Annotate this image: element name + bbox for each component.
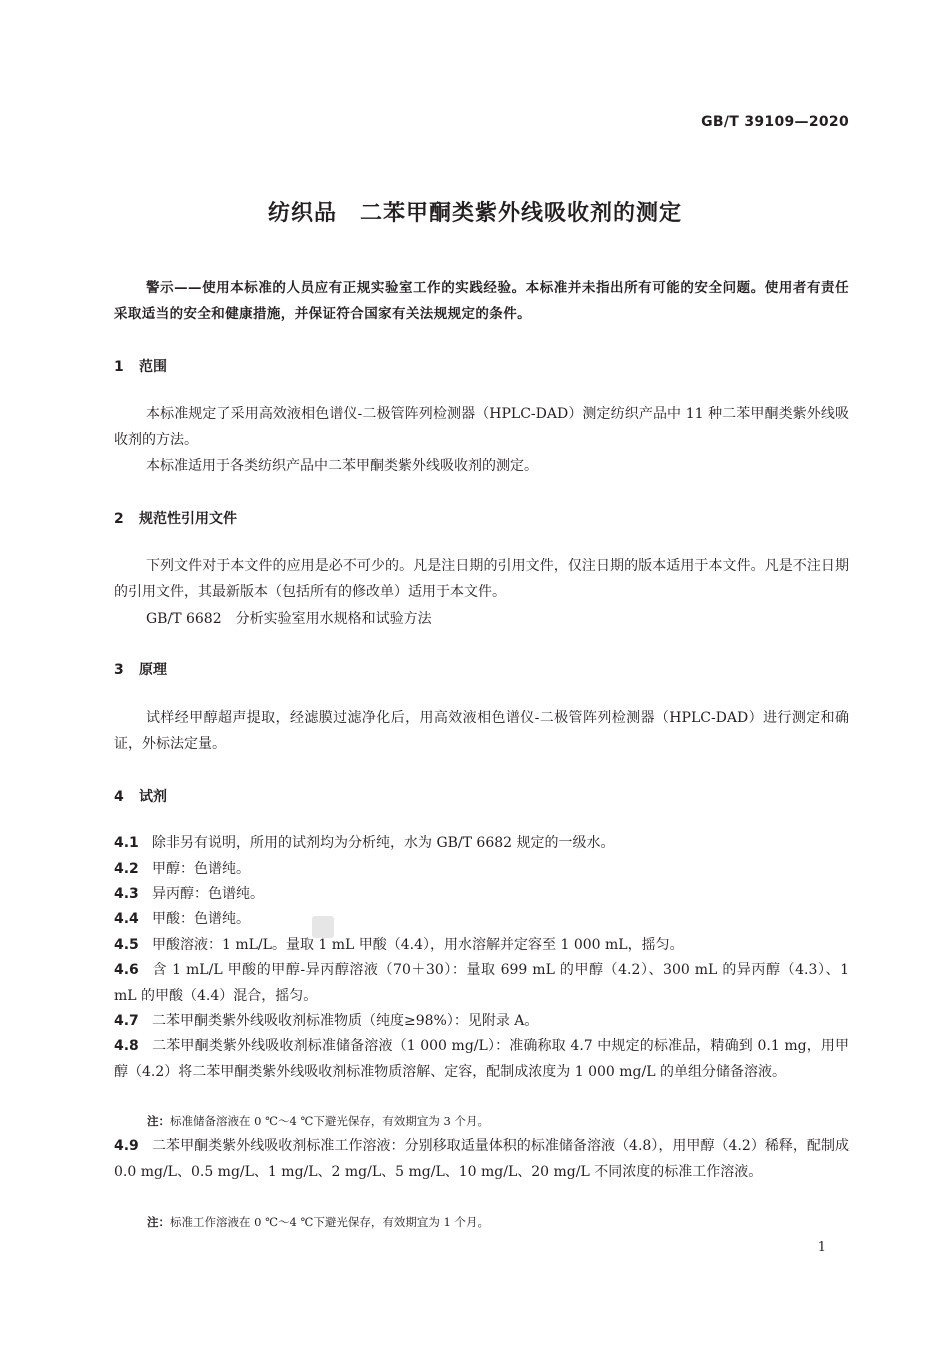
- note-label: 注：: [147, 1215, 170, 1229]
- item-text: 含 1 mL/L 甲酸的甲醇-异丙醇溶液（70＋30）：量取 699 mL 的甲醇（4.2）、300 mL 的异丙醇（4.3）、1 mL 的甲酸（4.4）混合，摇匀。: [114, 962, 849, 1004]
- standard-code: GB/T 39109—2020: [701, 114, 849, 130]
- document-title: 纺织品 二苯甲酮类紫外线吸收剂的测定: [267, 201, 682, 226]
- reagent-item: [114, 1008, 849, 1034]
- section-number: 1: [114, 359, 124, 375]
- item-text: 异丙醇：色谱纯。: [152, 886, 264, 902]
- item-number: 4.9: [114, 1138, 139, 1154]
- item-text: 二苯甲酮类紫外线吸收剂标准工作溶液：分别移取适量体积的标准储备溶液（4.8），用甲醇（4.2）稀释，配制成 0.0 mg/L、0.5 mg/L、1 mg/L、2 mg/L、5 mg/L、10 mg/L、20 mg/L 不同浓度的标准工作溶液。: [114, 1138, 849, 1180]
- reagent-item: [114, 932, 849, 958]
- section-title: 试剂: [139, 789, 167, 805]
- reagent-item: [114, 830, 849, 856]
- item-text: 甲酸溶液：1 mL/L。量取 1 mL 甲酸（4.4），用水溶解并定容至 1 000 mL，摇匀。: [152, 937, 684, 953]
- warning-paragraph: 警示——使用本标准的人员应有正规实验室工作的实践经验。本标准并未指出所有可能的安全问题。使用者有责任采取适当的安全和健康措施，并保证符合国家有关法规规定的条件。: [114, 280, 849, 322]
- item-number: 4.3: [114, 886, 139, 902]
- item-number: 4.6: [114, 962, 139, 978]
- section-number: 4: [114, 789, 124, 805]
- section-title: 原理: [139, 662, 167, 678]
- section-heading-scope: [114, 356, 167, 376]
- section-heading-normative-references: [114, 508, 237, 528]
- reagent-item: [114, 957, 849, 1009]
- section-number: 3: [114, 662, 124, 678]
- item-text: 二苯甲酮类紫外线吸收剂标准储备溶液（1 000 mg/L）：准确称取 4.7 中规定的标准品，精确到 0.1 mg，用甲醇（4.2）将二苯甲酮类紫外线吸收剂标准物质溶解、定容，配制成浓度为 1 000 mg/L 的单组分储备溶液。: [114, 1038, 849, 1080]
- scope-paragraph-1: 本标准规定了采用高效液相色谱仪-二极管阵列检测器（HPLC-DAD）测定纺织产品中 11 种二苯甲酮类紫外线吸收剂的方法。: [114, 406, 849, 448]
- note-text: 标准工作溶液在 0 ℃～4 ℃下避光保存，有效期宜为 1 个月。: [170, 1215, 489, 1229]
- item-number: 4.1: [114, 835, 139, 851]
- note: [147, 1214, 489, 1230]
- reagent-item: [114, 856, 849, 882]
- section-title: 规范性引用文件: [139, 511, 237, 527]
- item-text: 除非另有说明，所用的试剂均为分析纯，水为 GB/T 6682 规定的一级水。: [152, 835, 615, 851]
- item-number: 4.7: [114, 1013, 139, 1029]
- reagent-item: [114, 881, 849, 907]
- scope-paragraph-2: 本标准适用于各类纺织产品中二苯甲酮类紫外线吸收剂的测定。: [146, 458, 538, 474]
- item-text: 甲醇：色谱纯。: [152, 861, 250, 877]
- reagent-item: [114, 1133, 849, 1185]
- note-label: 注：: [147, 1114, 170, 1128]
- page-number: 1: [817, 1240, 826, 1255]
- item-text: 甲酸：色谱纯。: [152, 911, 250, 927]
- reagent-item: [114, 1033, 849, 1085]
- note-text: 标准储备溶液在 0 ℃～4 ℃下避光保存，有效期宜为 3 个月。: [170, 1114, 489, 1128]
- reagent-item: [114, 906, 849, 932]
- item-number: 4.8: [114, 1038, 139, 1054]
- section-heading-reagents: [114, 786, 167, 806]
- item-number: 4.2: [114, 861, 139, 877]
- references-paragraph: 下列文件对于本文件的应用是必不可少的。凡是注日期的引用文件，仅注日期的版本适用于本文件。凡是不注日期的引用文件，其最新版本（包括所有的修改单）适用于本文件。: [114, 558, 849, 600]
- section-title: 范围: [139, 359, 167, 375]
- note: [147, 1113, 489, 1129]
- reference-entry: GB/T 6682 分析实验室用水规格和试验方法: [146, 611, 432, 627]
- item-number: 4.5: [114, 937, 139, 953]
- principle-paragraph: 试样经甲醇超声提取，经滤膜过滤净化后，用高效液相色谱仪-二极管阵列检测器（HPLC-DAD）进行测定和确证，外标法定量。: [114, 710, 849, 752]
- section-number: 2: [114, 511, 124, 527]
- section-heading-principle: [114, 659, 167, 679]
- item-number: 4.4: [114, 911, 139, 927]
- item-text: 二苯甲酮类紫外线吸收剂标准物质（纯度≥98%）：见附录 A。: [152, 1013, 539, 1029]
